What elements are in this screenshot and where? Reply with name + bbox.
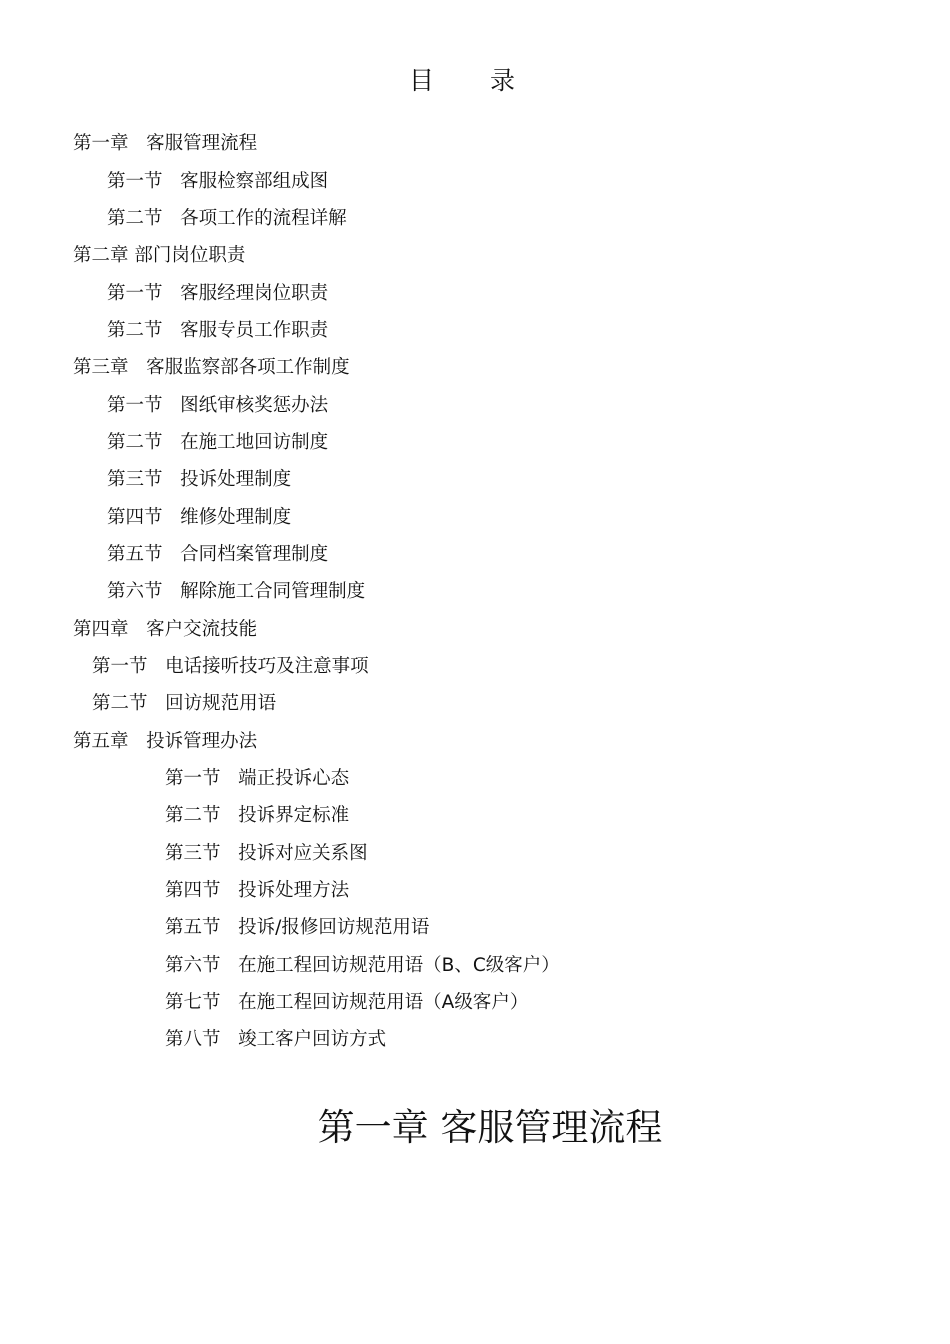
toc-entry-label: 第一章 [73, 133, 129, 154]
toc-section-3-4[interactable] [107, 506, 291, 530]
toc-entry-title: 客服检察部组成图 [180, 171, 329, 192]
toc-section-5-3[interactable] [165, 842, 368, 866]
toc-chapter-2[interactable] [73, 244, 245, 268]
toc-section-3-6[interactable] [107, 580, 365, 604]
toc-entry-title: 回访规范用语 [165, 693, 277, 714]
toc-section-3-5[interactable] [107, 543, 328, 567]
toc-entry-label: 第三节 [107, 469, 163, 490]
toc-entry-title: 投诉管理办法 [146, 731, 258, 752]
toc-entry-title: 在施工程回访规范用语（A级客户） [238, 992, 529, 1013]
toc-section-1-2[interactable] [107, 207, 347, 231]
toc-entry-label: 第一节 [107, 171, 163, 192]
toc-entry-title: 部门岗位职责 [134, 245, 246, 266]
toc-entry-label: 第四章 [73, 619, 129, 640]
toc-entry-title: 在施工程回访规范用语（B、C级客户） [238, 955, 560, 976]
toc-entry-label: 第五节 [165, 917, 221, 938]
toc-section-3-2[interactable] [107, 431, 328, 455]
toc-entry-title: 各项工作的流程详解 [180, 208, 347, 229]
toc-entry-title: 端正投诉心态 [238, 768, 350, 789]
toc-entry-label: 第六节 [107, 581, 163, 602]
toc-entry-label: 第二节 [107, 432, 163, 453]
toc-entry-title: 在施工地回访制度 [180, 432, 329, 453]
toc-entry-title: 客服监察部各项工作制度 [146, 357, 350, 378]
chapter-heading-title: 客服管理流程 [440, 1106, 663, 1149]
toc-entry-label: 第一节 [165, 768, 221, 789]
toc-chapter-5[interactable] [73, 730, 257, 754]
toc-entry-label: 第三节 [165, 843, 221, 864]
toc-entry-label: 第四节 [107, 507, 163, 528]
chapter-heading [0, 1103, 950, 1153]
toc-entry-label: 第一节 [107, 395, 163, 416]
toc-section-5-8[interactable] [165, 1028, 386, 1052]
toc-entry-title: 图纸审核奖惩办法 [180, 395, 329, 416]
toc-entry-label: 第五节 [107, 544, 163, 565]
toc-section-5-5[interactable] [165, 916, 429, 940]
toc-section-5-4[interactable] [165, 879, 349, 903]
toc-entry-title: 投诉处理方法 [238, 880, 350, 901]
toc-entry-title: 投诉/报修回访规范用语 [238, 917, 430, 938]
toc-chapter-1[interactable] [73, 132, 257, 156]
toc-entry-label: 第七节 [165, 992, 221, 1013]
toc-chapter-3[interactable] [73, 356, 350, 380]
toc-section-5-7[interactable] [165, 991, 528, 1015]
toc-section-2-2[interactable] [107, 319, 328, 343]
toc-entry-title: 客服经理岗位职责 [180, 283, 329, 304]
toc-entry-title: 电话接听技巧及注意事项 [165, 656, 369, 677]
toc-section-5-1[interactable] [165, 767, 349, 791]
toc-entry-label: 第四节 [165, 880, 221, 901]
toc-entry-title: 维修处理制度 [180, 507, 292, 528]
toc-entry-label: 第八节 [165, 1029, 221, 1050]
toc-entry-label: 第五章 [73, 731, 129, 752]
toc-entry-title: 投诉界定标准 [238, 805, 350, 826]
toc-entry-label: 第三章 [73, 357, 129, 378]
toc-entry-title: 客服专员工作职责 [180, 320, 329, 341]
toc-entry-title: 投诉处理制度 [180, 469, 292, 490]
toc-entry-title: 合同档案管理制度 [180, 544, 329, 565]
toc-section-5-6[interactable] [165, 954, 560, 978]
toc-entry-label: 第二节 [107, 320, 163, 341]
toc-entry-label: 第二节 [165, 805, 221, 826]
toc-title: 目录 [408, 66, 571, 95]
toc-entry-label: 第二节 [107, 208, 163, 229]
toc-section-3-3[interactable] [107, 468, 291, 492]
toc-entry-label: 第二节 [92, 693, 148, 714]
toc-section-1-1[interactable] [107, 170, 328, 194]
toc-entry-label: 第一节 [107, 283, 163, 304]
toc-chapter-4[interactable] [73, 618, 257, 642]
toc-entry-title: 客服管理流程 [146, 133, 258, 154]
toc-section-2-1[interactable] [107, 282, 328, 306]
toc-entry-title: 投诉对应关系图 [238, 843, 368, 864]
toc-section-4-2[interactable] [92, 692, 276, 716]
toc-entry-title: 客户交流技能 [146, 619, 258, 640]
toc-section-4-1[interactable] [92, 655, 369, 679]
chapter-heading-label: 第一章 [317, 1106, 429, 1149]
toc-entry-label: 第一节 [92, 656, 148, 677]
toc-entry-title: 解除施工合同管理制度 [180, 581, 366, 602]
toc-entry-label: 第二章 [73, 245, 129, 266]
toc-section-5-2[interactable] [165, 804, 349, 828]
toc-section-3-1[interactable] [107, 394, 328, 418]
toc-entry-label: 第六节 [165, 955, 221, 976]
toc-entry-title: 竣工客户回访方式 [238, 1029, 387, 1050]
